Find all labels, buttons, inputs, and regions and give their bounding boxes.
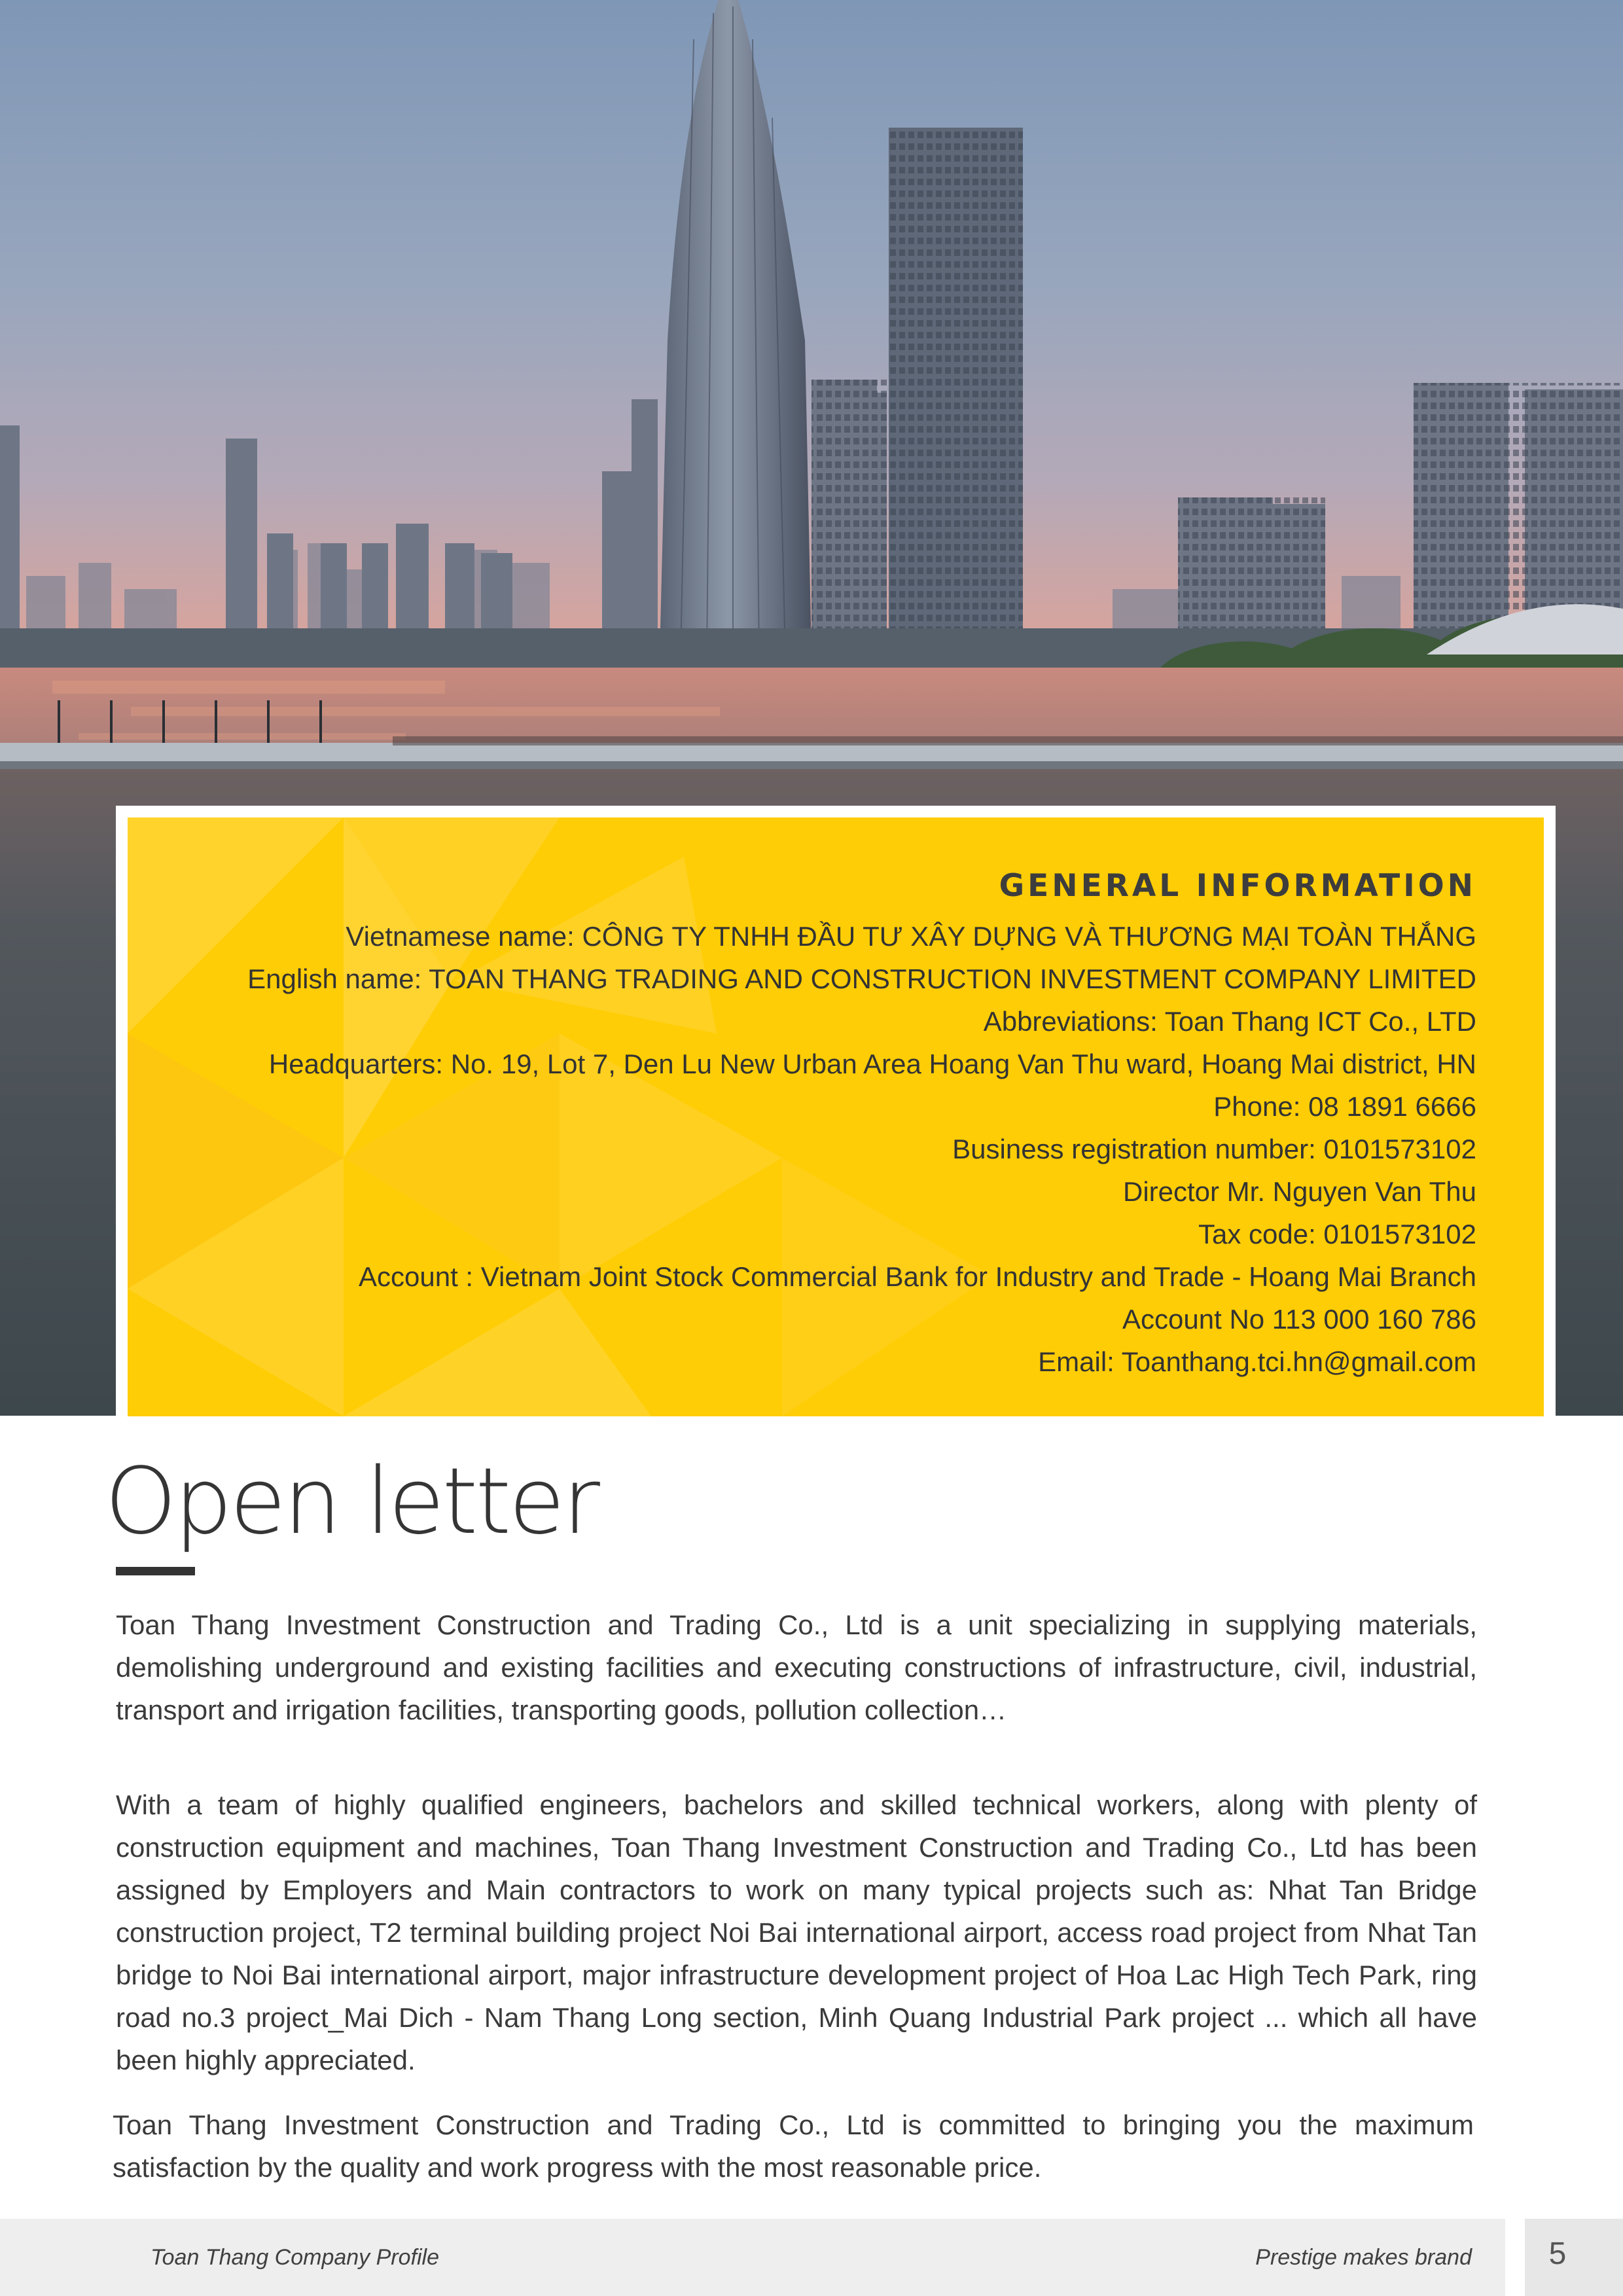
info-phone: Phone: 08 1891 6666: [1213, 1091, 1476, 1122]
open-letter-paragraph-2: With a team of highly qualified engineers, bachelors and skilled technical workers, along with plenty of construction equipment and machines, Toan Thang Investment Construction and Trading Co., Ltd has been assigned by Employers and Main contractors to work on many typical projects such as: Nhat Tan Bridge construction project, T2 terminal building project Noi Bai international airport, access road project from Nhat Tan bridge to Noi Bai international airport, major infrastructure development project of Hoa Lac High Tech Park, ring road no.3 project_Mai Dich - Nam Thang Long section, Minh Quang Industrial Park project ... which all have been highly appreciated.: [116, 1789, 1477, 2075]
general-info-card: [128, 817, 1544, 1416]
info-headquarters: Headquarters: No. 19, Lot 7, Den Lu New Urban Area Hoang Van Thu ward, Hoang Mai district, HN: [268, 1049, 1476, 1080]
info-director: Director Mr. Nguyen Van Thu: [1122, 1176, 1476, 1208]
heading-underline: [116, 1567, 195, 1575]
open-letter-heading: Open letter: [105, 1448, 597, 1555]
open-letter-paragraph-1: Toan Thang Investment Construction and Trading Co., Ltd is a unit specializing in supplying materials, demolishing underground and existing facilities and executing constructions of infrastructure, civil, industrial, transport and irrigation facilities, transporting goods, pollution collection…: [116, 1609, 1477, 1725]
info-email: Email: Toanthang.tci.hn@gmail.com: [1038, 1346, 1476, 1378]
info-vietnamese-name: Vietnamese name: CÔNG TY TNHH ĐẦU TƯ XÂY DỰNG VÀ THƯƠNG MẠI TOÀN THẮNG: [346, 921, 1476, 952]
page-number-box: [1525, 2219, 1623, 2296]
info-english-name: English name: TOAN THANG TRADING AND CONSTRUCTION INVESTMENT COMPANY LIMITED: [247, 963, 1476, 995]
general-info-card-frame: [116, 806, 1556, 1419]
footer-company-profile: Toan Thang Company Profile: [151, 2245, 440, 2270]
info-business-registration: Business registration number: 0101573102: [952, 1134, 1476, 1165]
info-abbreviations: Abbreviations: Toan Thang ICT Co., LTD: [983, 1006, 1476, 1037]
general-info-content: [247, 866, 1476, 1383]
open-letter-paragraph-3: Toan Thang Investment Construction and Trading Co., Ltd is committed to bringing you the maximum satisfaction by the quality and work progress with the most reasonable price.: [113, 2109, 1474, 2183]
general-info-title: GENERAL INFORMATION: [999, 868, 1476, 904]
info-bank-account: Account : Vietnam Joint Stock Commercial Bank for Industry and Trade - Hoang Mai Branch: [358, 1261, 1476, 1293]
info-tax-code: Tax code: 0101573102: [1198, 1219, 1476, 1250]
info-account-number: Account No 113 000 160 786: [1122, 1304, 1476, 1335]
page-number: 5: [1548, 2236, 1567, 2271]
footer-tagline: Prestige makes brand: [1255, 2245, 1472, 2270]
